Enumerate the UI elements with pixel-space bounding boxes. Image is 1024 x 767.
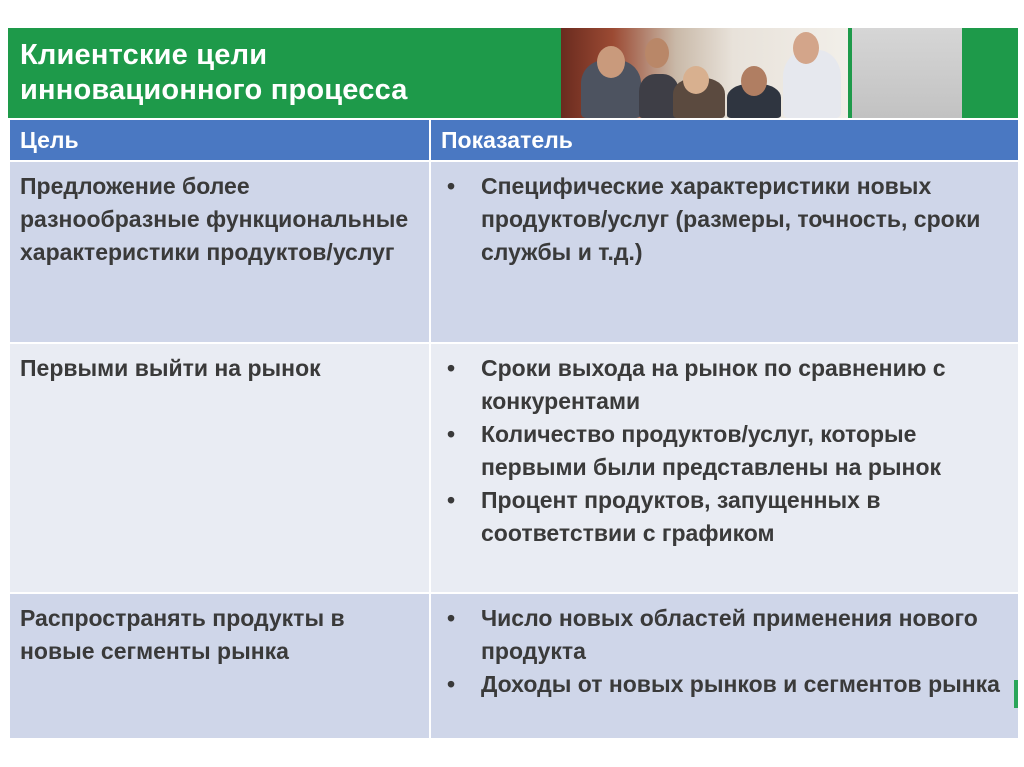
goal-cell: Распространять продукты в новые сегменты рынка (9, 593, 430, 739)
slide-title-line-2: инновационного процесса (20, 74, 408, 106)
slide (8, 28, 1018, 736)
column-header-goal: Цель (9, 119, 430, 161)
header-accent-panel (962, 28, 1018, 118)
slide-title-line-1: Клиентские цели (20, 39, 268, 71)
table-row (9, 593, 1019, 739)
slide-title (20, 38, 408, 108)
photo-head-5 (793, 32, 819, 64)
list-item: • Доходы от новых рынков и сегментов рынка (481, 668, 1008, 701)
indicator-cell (430, 161, 1019, 343)
slide-header (8, 28, 1018, 118)
list-item: • Сроки выхода на рынок по сравнению с конкурентами (481, 352, 1008, 418)
list-item: • Специфические характеристики новых продуктов/услуг (размеры, точность, сроки службы и т.д.) (481, 170, 1008, 269)
table-row (9, 343, 1019, 593)
list-item: • Количество продуктов/услуг, которые первыми были представлены на рынок (481, 418, 1008, 484)
photo-head-3 (683, 66, 709, 94)
photo-head-4 (741, 66, 767, 96)
header-photo-panel (852, 28, 962, 118)
photo-head-1 (597, 46, 625, 78)
table-row (9, 161, 1019, 343)
goals-table (8, 118, 1020, 740)
photo-head-2 (645, 38, 669, 68)
indicator-list (441, 170, 1008, 269)
table-header-row (9, 119, 1019, 161)
header-photo (561, 28, 848, 118)
goal-cell: Предложение более разнообразные функциональные характеристики продуктов/услуг (9, 161, 430, 343)
column-header-indicator: Показатель (430, 119, 1019, 161)
indicator-list (441, 352, 1008, 550)
goal-cell: Первыми выйти на рынок (9, 343, 430, 593)
indicator-list (441, 602, 1008, 701)
list-item: • Число новых областей применения нового продукта (481, 602, 1008, 668)
indicator-cell (430, 593, 1019, 739)
edge-marker (1014, 680, 1018, 708)
indicator-cell (430, 343, 1019, 593)
list-item: • Процент продуктов, запущенных в соответствии с графиком (481, 484, 1008, 550)
